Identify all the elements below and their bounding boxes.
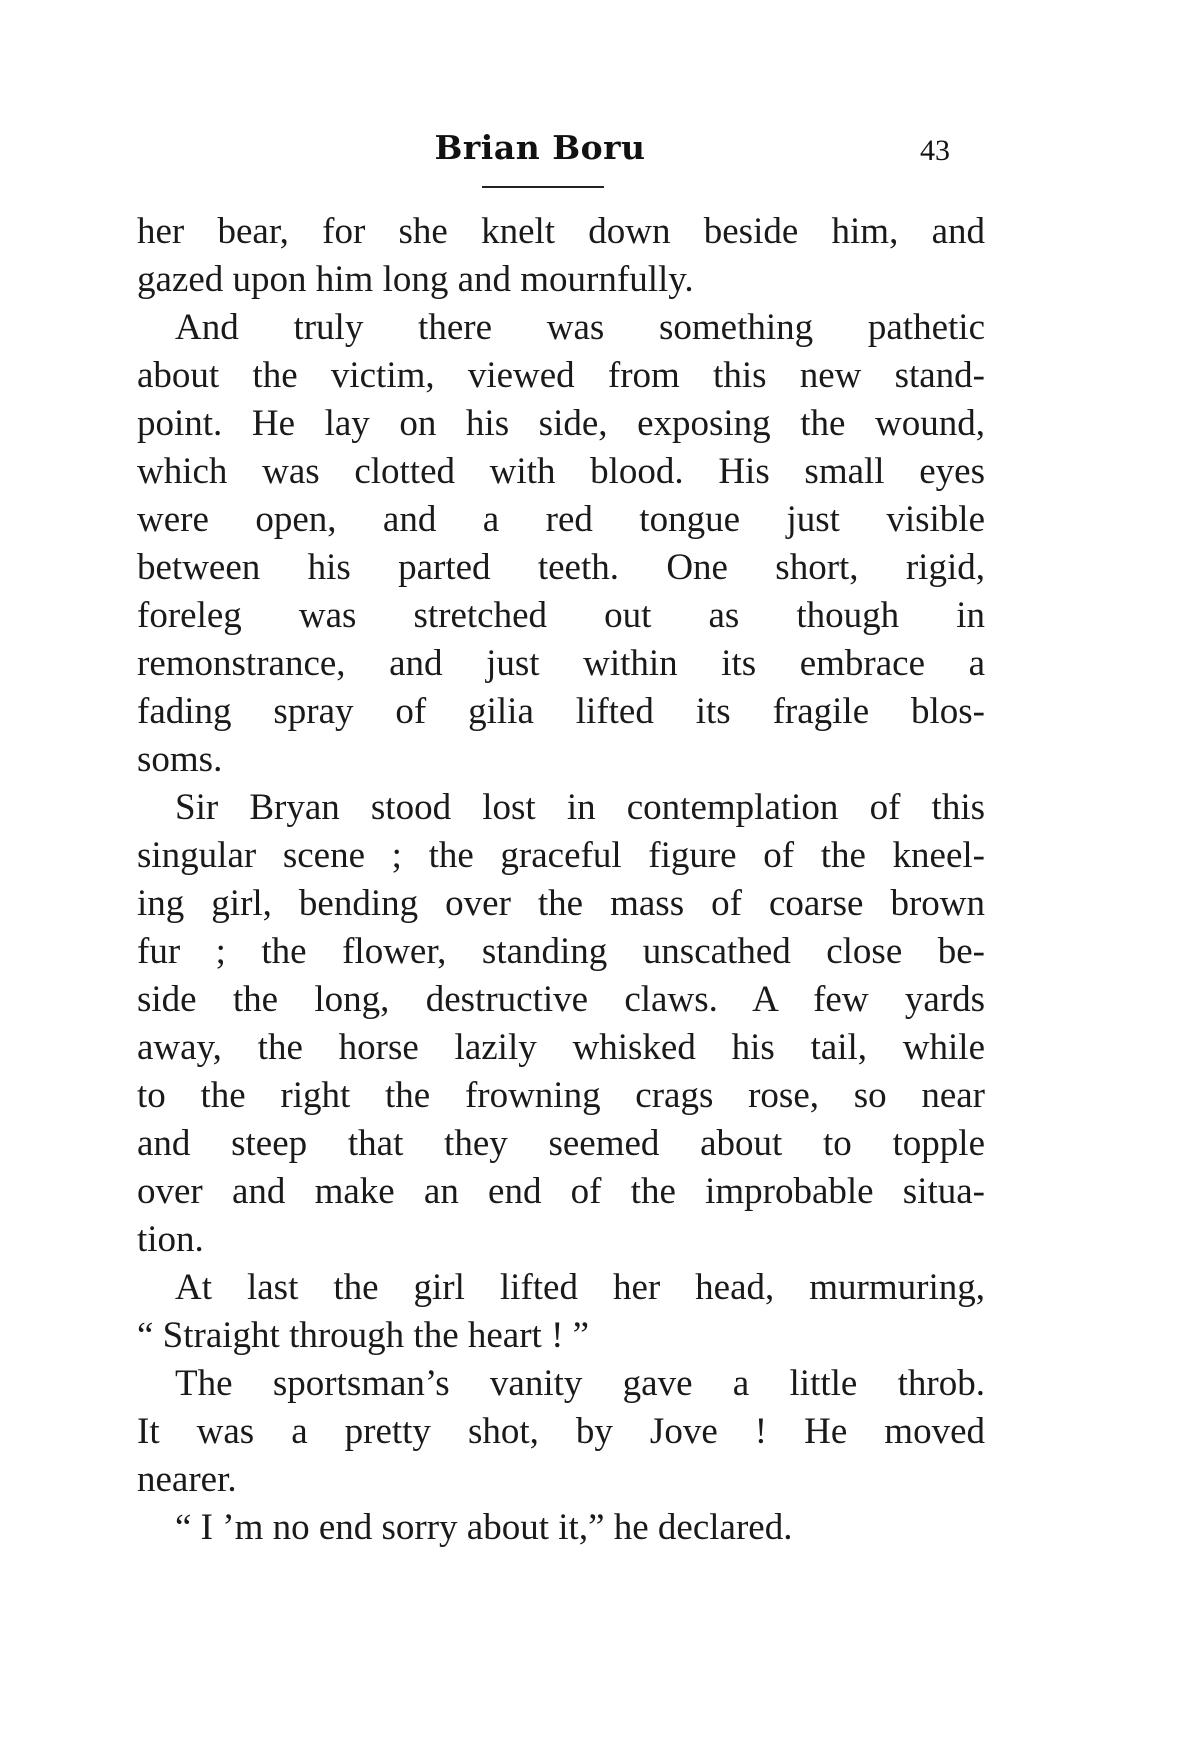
- text-line: over and make an end of the improbable situa-: [137, 1171, 985, 1212]
- paragraph: [137, 1360, 985, 1504]
- text-line: and steep that they seemed about to topple: [137, 1123, 985, 1164]
- text-line: It was a pretty shot, by Jove ! He moved: [137, 1411, 985, 1452]
- paragraph: [137, 784, 985, 1264]
- header-rule: [482, 186, 604, 188]
- paragraph: [137, 1504, 985, 1552]
- text-line: point. He lay on his side, exposing the wound,: [137, 403, 985, 444]
- text-line: And truly there was something pathetic: [175, 307, 985, 348]
- text-line: gazed upon him long and mournfully.: [137, 259, 694, 300]
- text-line: were open, and a red tongue just visible: [137, 499, 985, 540]
- paragraph: [137, 208, 985, 304]
- running-head: [0, 128, 1194, 188]
- paragraph: [137, 1264, 985, 1360]
- paragraph: [137, 304, 985, 784]
- text-line: fur ; the flower, standing unscathed close be-: [137, 931, 985, 972]
- text-line: foreleg was stretched out as though in: [137, 595, 985, 636]
- text-line: singular scene ; the graceful figure of the kneel-: [137, 835, 985, 876]
- text-line: remonstrance, and just within its embrace a: [137, 643, 985, 684]
- text-line: about the victim, viewed from this new stand-: [137, 355, 985, 396]
- text-line: The sportsman’s vanity gave a little throb.: [175, 1363, 985, 1404]
- text-line: Sir Bryan stood lost in contemplation of this: [175, 787, 985, 828]
- text-line: which was clotted with blood. His small eyes: [137, 451, 985, 492]
- text-line: her bear, for she knelt down beside him, and: [137, 211, 985, 252]
- running-title: Brian Boru: [434, 128, 646, 167]
- text-line: soms.: [137, 739, 223, 780]
- body-text: [137, 208, 985, 1552]
- text-line: tion.: [137, 1219, 204, 1260]
- text-line: to the right the frowning crags rose, so near: [137, 1075, 985, 1116]
- text-line: ing girl, bending over the mass of coarse brown: [137, 883, 985, 924]
- text-line: fading spray of gilia lifted its fragile blos-: [137, 691, 985, 732]
- text-line: At last the girl lifted her head, murmuring,: [175, 1267, 985, 1308]
- text-line: nearer.: [137, 1459, 237, 1500]
- text-line: away, the horse lazily whisked his tail, while: [137, 1027, 985, 1068]
- text-line: side the long, destructive claws. A few yards: [137, 979, 985, 1020]
- text-line: “ Straight through the heart ! ”: [137, 1315, 590, 1356]
- text-line: between his parted teeth. One short, rigid,: [137, 547, 985, 588]
- text-line: “ I ’m no end sorry about it,” he declared.: [175, 1507, 793, 1548]
- page-number: 43: [920, 134, 950, 167]
